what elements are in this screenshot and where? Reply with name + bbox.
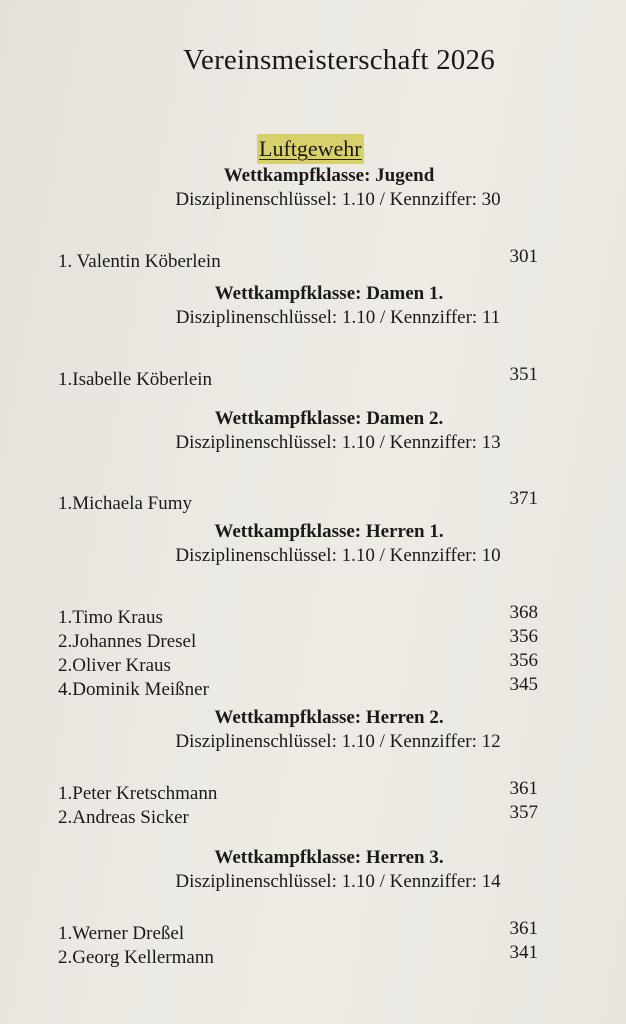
result-row — [0, 488, 626, 516]
result-score: 357 — [509, 802, 538, 823]
results-list — [0, 488, 626, 516]
results-list — [0, 602, 626, 702]
result-score: 356 — [509, 650, 538, 671]
class-section-herren-2 — [0, 706, 626, 830]
result-score: 356 — [509, 626, 538, 647]
discipline-key-line: Disziplinenschlüssel: 1.10 / Kennziffer: 10 — [175, 545, 501, 566]
class-heading: Wettkampfklasse: Damen 1. — [214, 283, 444, 304]
results-list — [0, 918, 626, 970]
result-row — [0, 674, 626, 702]
class-section-damen-1 — [0, 282, 626, 392]
result-name: 1.Isabelle Köberlein — [58, 369, 213, 390]
class-section-herren-1 — [0, 520, 626, 702]
class-heading: Wettkampfklasse: Herren 1. — [214, 521, 444, 542]
class-section-herren-3 — [0, 846, 626, 970]
result-name: 1.Michaela Fumy — [58, 493, 193, 514]
discipline-key-line: Disziplinenschlüssel: 1.10 / Kennziffer: 14 — [175, 871, 501, 892]
result-row — [0, 364, 626, 392]
result-name: 2.Johannes Dresel — [58, 631, 197, 652]
class-heading: Wettkampfklasse: Herren 2. — [214, 707, 444, 728]
result-row — [0, 942, 626, 970]
results-list — [0, 778, 626, 830]
result-name: 2.Oliver Kraus — [58, 655, 171, 676]
class-section-jugend — [0, 164, 626, 274]
result-score: 361 — [509, 918, 538, 939]
result-score: 301 — [509, 246, 538, 267]
result-score: 351 — [509, 364, 538, 385]
result-name: 2.Georg Kellermann — [58, 947, 214, 968]
result-score: 368 — [509, 602, 538, 623]
result-name: 1. Valentin Köberlein — [58, 251, 221, 272]
result-name: 1.Werner Dreßel — [58, 923, 185, 944]
class-heading: Wettkampfklasse: Herren 3. — [214, 847, 444, 868]
results-list — [0, 364, 626, 392]
result-row — [0, 246, 626, 274]
result-name: 1.Peter Kretschmann — [58, 783, 218, 804]
discipline-key-line: Disziplinenschlüssel: 1.10 / Kennziffer: 30 — [175, 189, 501, 210]
class-heading: Wettkampfklasse: Jugend — [223, 165, 435, 186]
result-name: 1.Timo Kraus — [58, 607, 163, 628]
result-row — [0, 802, 626, 830]
discipline-heading: Luftgewehr — [257, 134, 364, 164]
result-score: 345 — [509, 674, 538, 695]
result-name: 2.Andreas Sicker — [58, 807, 189, 828]
discipline-key-line: Disziplinenschlüssel: 1.10 / Kennziffer: 13 — [175, 432, 501, 453]
result-score: 341 — [509, 942, 538, 963]
result-score: 371 — [509, 488, 538, 509]
class-section-damen-2 — [0, 407, 626, 516]
result-name: 4.Dominik Meißner — [58, 679, 209, 700]
page-title: Vereinsmeisterschaft 2026 — [183, 44, 495, 76]
result-score: 361 — [509, 778, 538, 799]
results-list — [0, 246, 626, 274]
discipline-key-line: Disziplinenschlüssel: 1.10 / Kennziffer: 12 — [175, 731, 501, 752]
class-heading: Wettkampfklasse: Damen 2. — [214, 408, 444, 429]
discipline-key-line: Disziplinenschlüssel: 1.10 / Kennziffer: 11 — [175, 307, 501, 328]
